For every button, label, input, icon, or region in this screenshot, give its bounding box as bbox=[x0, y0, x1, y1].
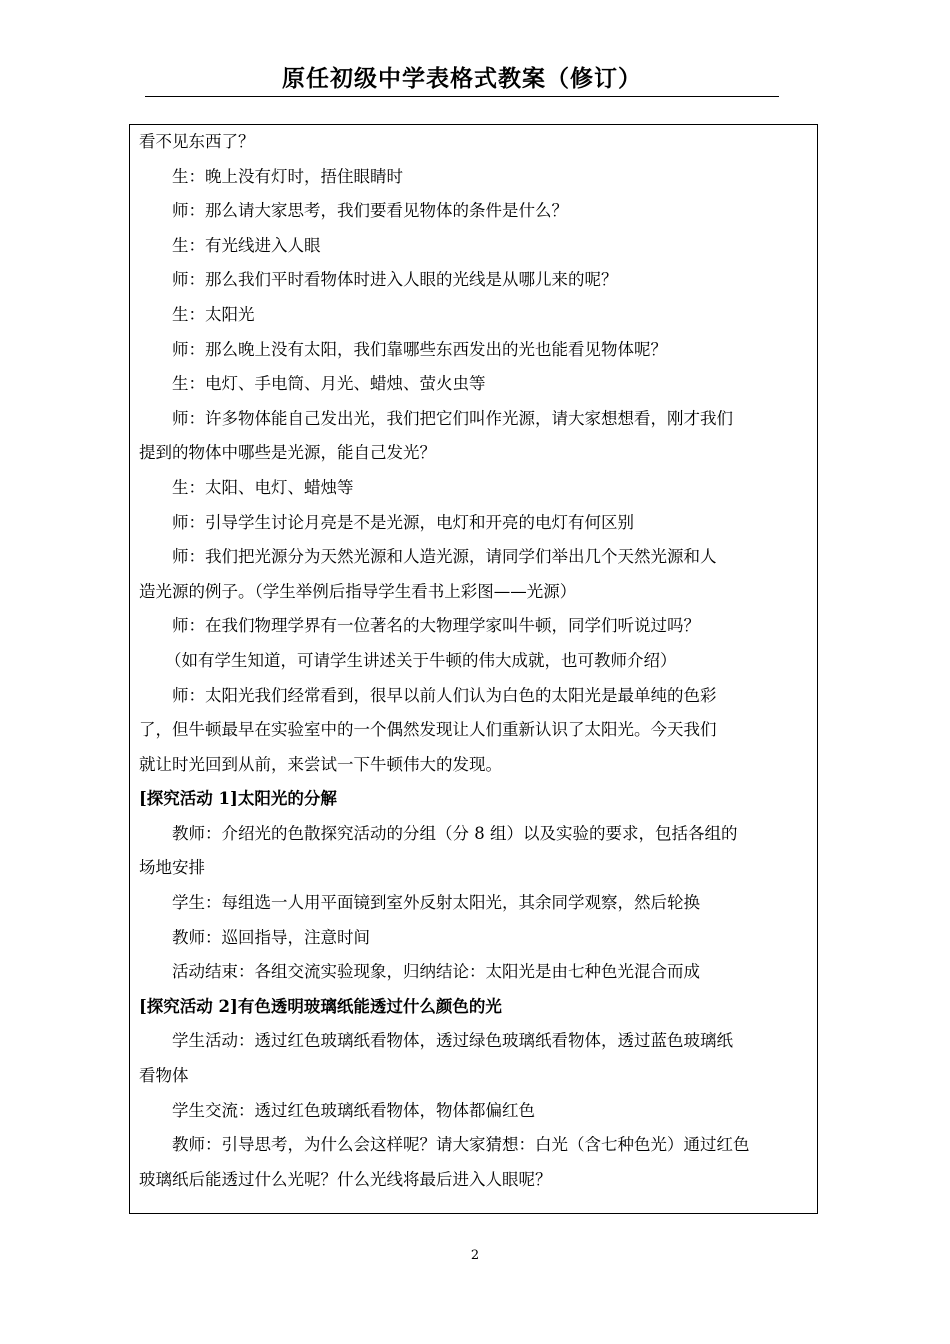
text-line: 了，但牛顿最早在实验室中的一个偶然发现让人们重新认识了太阳光。今天我们 bbox=[139, 720, 717, 740]
text-line: 生：电灯、手电筒、月光、蜡烛、萤火虫等 bbox=[172, 374, 486, 394]
text-line: 师：太阳光我们经常看到，很早以前人们认为白色的太阳光是最单纯的色彩 bbox=[172, 685, 717, 705]
text-line: 师：那么请大家思考，我们要看见物体的条件是什么？ bbox=[172, 201, 568, 221]
text-line: 学生：每组选一人用平面镜到室外反射太阳光，其余同学观察，然后轮换 bbox=[172, 893, 700, 913]
text-line: 师：引导学生讨论月亮是不是光源，电灯和开亮的电灯有何区别 bbox=[172, 512, 634, 532]
text-line: 学生交流：透过红色玻璃纸看物体，物体都偏红色 bbox=[172, 1100, 535, 1120]
lesson-plan-table-cell bbox=[129, 124, 818, 1214]
text-line: 师：我们把光源分为天然光源和人造光源，请同学们举出几个天然光源和人 bbox=[172, 547, 717, 567]
text-line: 生：晚上没有灯时，捂住眼睛时 bbox=[172, 166, 403, 186]
text-line: 师：那么我们平时看物体时进入人眼的光线是从哪儿来的呢？ bbox=[172, 270, 618, 290]
activity-heading: [探究活动 1]太阳光的分解 bbox=[139, 789, 337, 809]
text-line: 生：太阳、电灯、蜡烛等 bbox=[172, 477, 354, 497]
text-line: 学生活动：透过红色玻璃纸看物体，透过绿色玻璃纸看物体，透过蓝色玻璃纸 bbox=[172, 1031, 733, 1051]
text-line: 生：有光线进入人眼 bbox=[172, 235, 321, 255]
document-header-title: 原任初级中学表格式教案（修订） bbox=[282, 66, 642, 92]
text-line: 提到的物体中哪些是光源，能自己发光？ bbox=[139, 443, 436, 463]
header-rule bbox=[145, 96, 779, 97]
text-line: 教师：引导思考，为什么会这样呢？请大家猜想：白光（含七种色光）通过红色 bbox=[172, 1135, 750, 1155]
text-line: 就让时光回到从前，来尝试一下牛顿伟大的发现。 bbox=[139, 754, 502, 774]
text-line: 玻璃纸后能透过什么光呢？什么光线将最后进入人眼呢？ bbox=[139, 1169, 552, 1189]
text-line: 教师：巡回指导，注意时间 bbox=[172, 927, 370, 947]
activity-heading: [探究活动 2]有色透明玻璃纸能透过什么颜色的光 bbox=[139, 996, 502, 1016]
text-line: 师：在我们物理学界有一位著名的大物理学家叫牛顿，同学们听说过吗？ bbox=[172, 616, 700, 636]
text-line: 师：许多物体能自己发出光，我们把它们叫作光源，请大家想想看，刚才我们 bbox=[172, 408, 733, 428]
text-line: 生：太阳光 bbox=[172, 304, 255, 324]
text-line: 造光源的例子。（学生举例后指导学生看书上彩图——光源） bbox=[139, 581, 577, 601]
text-line: 师：那么晚上没有太阳，我们靠哪些东西发出的光也能看见物体呢？ bbox=[172, 339, 667, 359]
text-line: （如有学生知道，可请学生讲述关于牛顿的伟大成就，也可教师介绍） bbox=[165, 650, 677, 670]
text-line: 场地安排 bbox=[139, 858, 205, 878]
text-line: 看不见东西了？ bbox=[139, 132, 255, 151]
text-line: 教师：介绍光的色散探究活动的分组（分 8 组）以及实验的要求，包括各组的 bbox=[172, 823, 738, 843]
lesson-text bbox=[139, 125, 811, 1197]
text-line: 看物体 bbox=[139, 1066, 189, 1086]
text-line: 活动结束：各组交流实验现象，归纳结论：太阳光是由七种色光混合而成 bbox=[172, 962, 700, 982]
page-number: 2 bbox=[470, 1248, 480, 1263]
